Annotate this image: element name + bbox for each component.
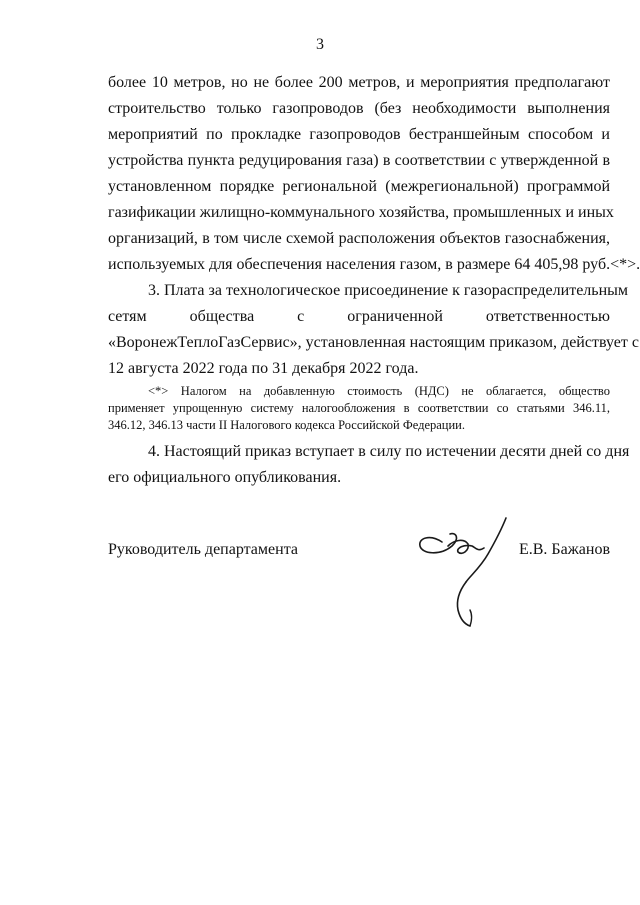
footnote-line: применяет упрощенную систему налогообложения в соответствии со статьями 346.11, [108, 401, 610, 415]
signer-name: Е.В. Бажанов [518, 541, 610, 558]
text-line: 12 августа 2022 года по 31 декабря 2022 года. [108, 360, 419, 377]
paragraph-4-first-line: 4. Настоящий приказ вступает в силу по истечении десяти дней со дня [148, 443, 630, 460]
paragraph-3-first-line: 3. Плата за технологическое присоединение к газораспределительным [148, 282, 629, 299]
text-line: его официального опубликования. [108, 469, 342, 486]
signer-title: Руководитель департамента [108, 541, 298, 558]
word: общества [189, 308, 255, 325]
signature-block [108, 541, 610, 565]
page-number: 3 [316, 36, 324, 53]
text-line: газификации жилищно-коммунального хозяйства, промышленных и иных [108, 204, 614, 221]
text-line: организаций, в том числе схемой расположения объектов газоснабжения, [108, 230, 610, 247]
word: ограниченной [347, 308, 443, 325]
paragraph-3-spread-line [108, 307, 610, 327]
text-line: установленном порядке региональной (межрегиональной) программой [108, 178, 610, 195]
text-line: используемых для обеспечения населения газом, в размере 64 405,98 руб.<*>. [108, 256, 640, 273]
text-line: мероприятий по прокладке газопроводов бестраншейным способом и [108, 126, 610, 143]
text-line: устройства пункта редуцирования газа) в соответствии с утвержденной в [108, 152, 610, 169]
text-line: строительство только газопроводов (без необходимости выполнения [108, 100, 610, 117]
text-line: «ВоронежТеплоГазСервис», установленная настоящим приказом, действует с [108, 334, 639, 351]
footnote-line: 346.12, 346.13 части II Налогового кодекса Российской Федерации. [108, 418, 465, 432]
word: ответственностью [485, 308, 610, 325]
text-line: более 10 метров, но не более 200 метров, и мероприятия предполагают [108, 74, 610, 91]
word: сетям [108, 308, 147, 325]
handwritten-signature [412, 510, 522, 635]
footnote-line: <*> Налогом на добавленную стоимость (НДС) не облагается, общество [148, 384, 610, 398]
word: с [297, 308, 305, 325]
